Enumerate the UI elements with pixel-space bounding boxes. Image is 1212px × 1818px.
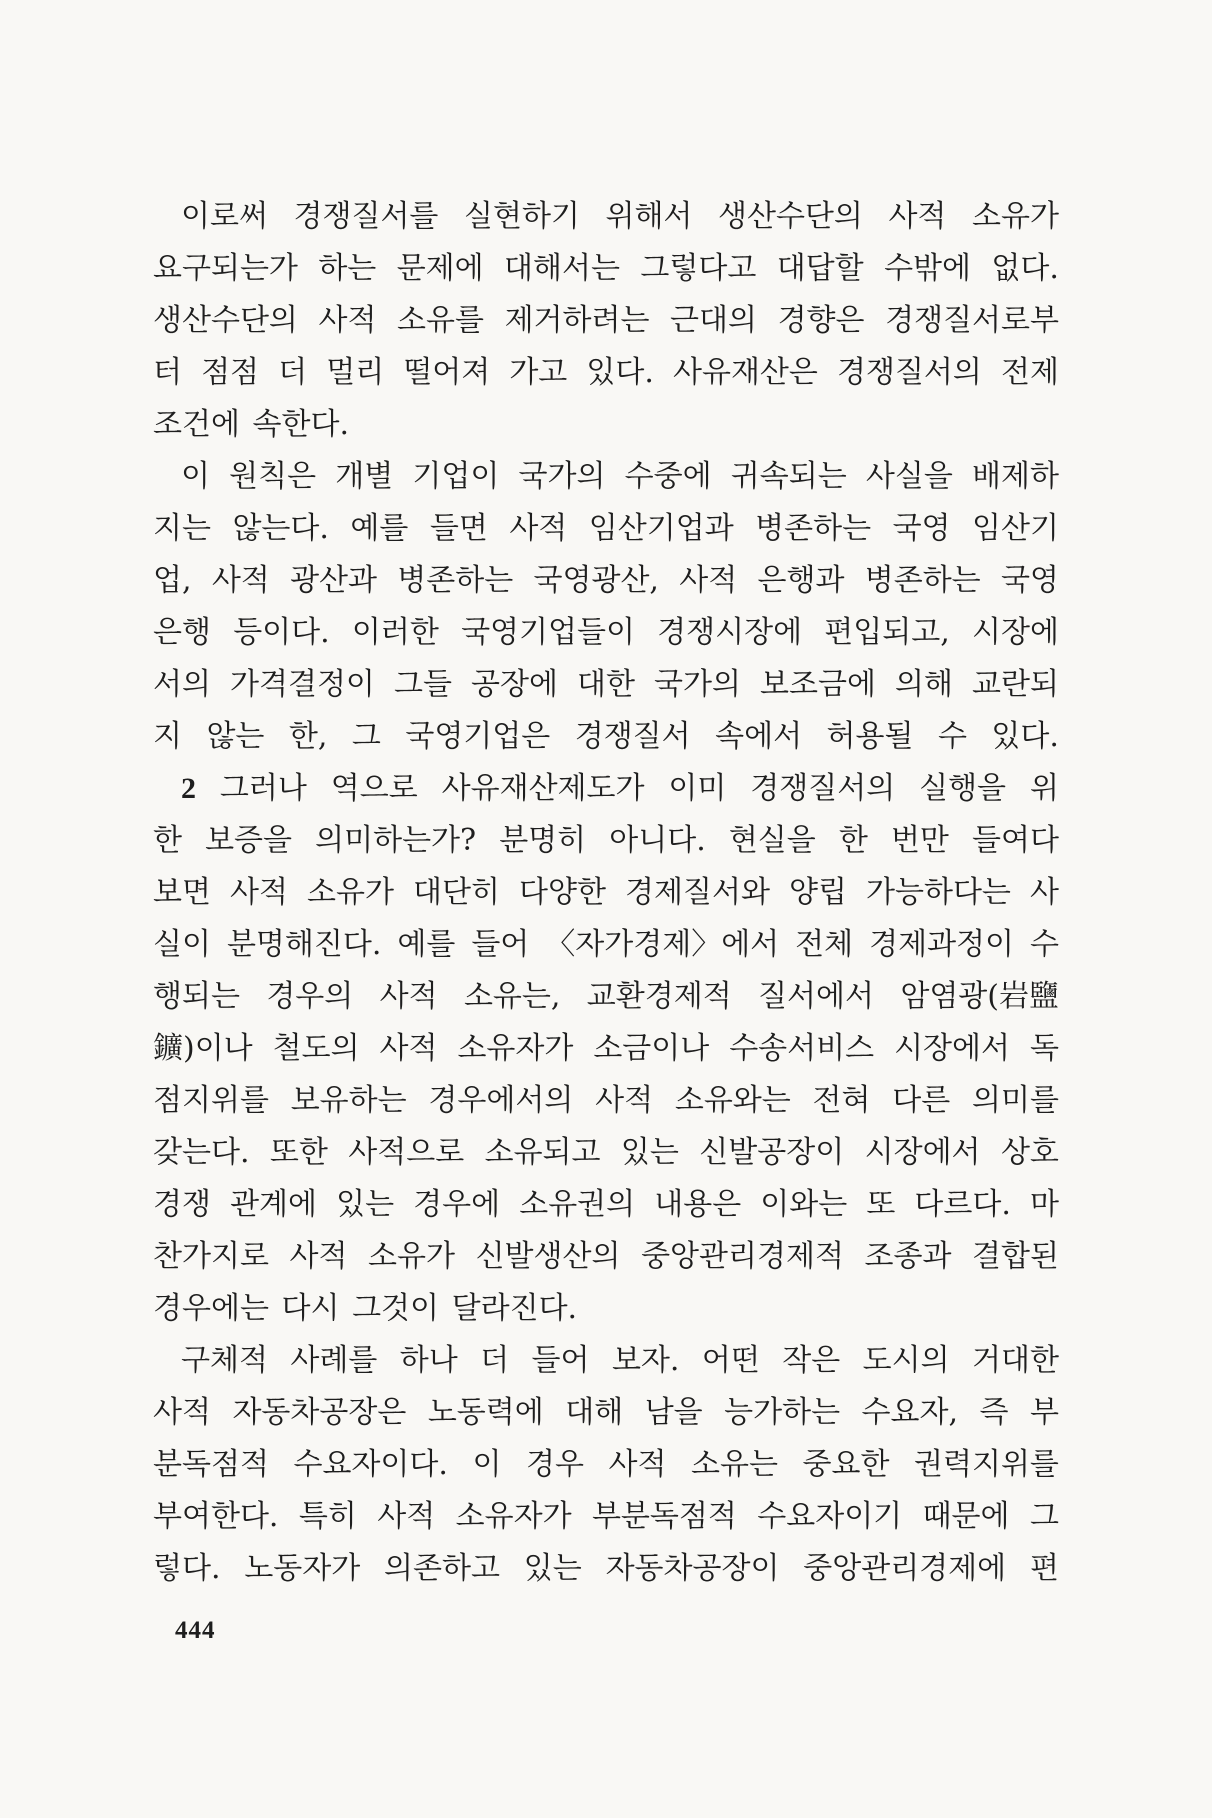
word: 달라진다. [451, 1291, 578, 1326]
word: 소유가 [307, 875, 394, 910]
word: 보증을 [205, 823, 293, 858]
word: 어떤 [701, 1343, 760, 1378]
word: 내용은 [654, 1187, 742, 1222]
word: 경우에서의 [428, 1083, 574, 1118]
word: 또한 [269, 1135, 328, 1170]
word: 암염광(岩鹽 [900, 979, 1059, 1014]
word: 경쟁질서 [574, 719, 691, 754]
word: 귀속되는 [730, 459, 847, 494]
word: 다른 [892, 1083, 951, 1118]
text-line [153, 295, 1059, 347]
word: 가능하다는 [866, 875, 1011, 910]
word: 근대의 [670, 303, 757, 338]
word: 교환경제적 [586, 979, 732, 1014]
word: 독 [1029, 1031, 1059, 1066]
word: 조건에 [153, 407, 240, 442]
word: 기업이 [412, 459, 500, 494]
word: 들여다 [972, 823, 1059, 858]
word: 교란되 [971, 667, 1059, 702]
word: 공장에 [470, 667, 558, 702]
text-line [153, 243, 1059, 295]
word: 자동차공장은 [232, 1395, 407, 1430]
word: 역으로 [330, 771, 418, 806]
word: 경향은 [777, 303, 865, 338]
word: 편 [1029, 1551, 1059, 1586]
word: 사적 [379, 1031, 438, 1066]
text-line [153, 191, 1059, 243]
word: 사례를 [290, 1343, 378, 1378]
text-line [153, 919, 1059, 971]
word: 즉 [979, 1395, 1009, 1430]
text-line [153, 1543, 1059, 1595]
word: 수 [937, 719, 967, 754]
word: 병존하는 [864, 563, 981, 598]
text-line [153, 607, 1059, 659]
word: 경우 [525, 1447, 584, 1482]
word: 위 [1029, 771, 1059, 806]
word: 鑛)이나 [153, 1031, 253, 1066]
word: 신발생산의 [475, 1239, 621, 1274]
text-line [153, 1179, 1059, 1231]
word: 때문에 [922, 1499, 1010, 1534]
word: 전체 [795, 927, 854, 962]
text-line [153, 1491, 1059, 1543]
word: 의미하는가? [315, 823, 477, 858]
word: 결합된 [972, 1239, 1059, 1274]
word: 들어 [471, 927, 530, 962]
word: 허용될 [826, 719, 914, 754]
text-line [153, 1127, 1059, 1179]
word: 수요자, [861, 1395, 959, 1430]
word: 수밖에 [884, 251, 972, 286]
word: 또 [866, 1187, 896, 1222]
word: 신발공장이 [699, 1135, 845, 1170]
word: 떨어져 [403, 355, 491, 390]
word: 은행과 [757, 563, 845, 598]
word: 시장에서 [894, 1031, 1010, 1066]
word: 능가하는 [724, 1395, 841, 1430]
word: 의존하고 [384, 1551, 500, 1586]
word: 없다. [991, 251, 1059, 286]
word: 중앙관리경제에 [803, 1551, 1007, 1586]
word: 사적 [153, 1395, 211, 1430]
word: 대해 [565, 1395, 624, 1430]
word: 들면 [429, 511, 488, 546]
word: 사적 [211, 563, 270, 598]
word: 양립 [788, 875, 847, 910]
text-line [153, 971, 1059, 1023]
word: 수요자이기 [757, 1499, 903, 1534]
word: 시장에서 [864, 1135, 981, 1170]
word: 사적 [318, 303, 377, 338]
word: 병존하는 [397, 563, 514, 598]
word: 보면 [153, 875, 211, 910]
word: 가고 [509, 355, 568, 390]
word: 특히 [298, 1499, 357, 1534]
word: 부여한다. [153, 1499, 279, 1534]
word: 이러한 [351, 615, 439, 650]
word: 시장에 [971, 615, 1059, 650]
word: 제거하려는 [504, 303, 650, 338]
word: 소유가 [971, 199, 1059, 234]
word: 다시 [281, 1291, 340, 1326]
word: 보자. [611, 1343, 680, 1378]
word: 중앙관리경제적 [641, 1239, 844, 1274]
word: 사적 [679, 563, 738, 598]
word: 점점 [201, 355, 260, 390]
word: 편입되고, [824, 615, 950, 650]
word: 그 [1029, 1499, 1059, 1534]
word: 거대한 [972, 1343, 1059, 1378]
word: 보조금에 [760, 667, 876, 702]
text-line [153, 867, 1059, 919]
word: 사적 [595, 1083, 654, 1118]
text-line [153, 763, 1059, 815]
text-line [153, 399, 1059, 451]
word: 예를 [397, 927, 456, 962]
word: 등이다. [233, 615, 330, 650]
word: 사실을 [865, 459, 953, 494]
word: 이미 [668, 771, 727, 806]
word: 대답할 [776, 251, 864, 286]
word: 임산기 [972, 511, 1059, 546]
word: 사적 [509, 511, 568, 546]
word: 찬가지로 [153, 1239, 269, 1274]
word: 경제질서와 [625, 875, 770, 910]
word: 하나 [399, 1343, 458, 1378]
word: 않는 [206, 719, 265, 754]
word: 소유를 [397, 303, 484, 338]
word: 현실을 [728, 823, 816, 858]
word: 소유자가 [457, 1031, 574, 1066]
word: 소유는, [463, 979, 561, 1014]
word: 아니다. [609, 823, 706, 858]
word: 의미를 [972, 1083, 1059, 1118]
word: 소유가 [368, 1239, 455, 1274]
text-line [153, 347, 1059, 399]
word: 중요한 [802, 1447, 890, 1482]
word: 사유재산제도가 [441, 771, 645, 806]
word: 있는 [620, 1135, 679, 1170]
word: 수중에 [624, 459, 712, 494]
text-line [153, 451, 1059, 503]
word: 〈자가경제〉에서 [545, 927, 780, 962]
word: 경제과정이 [869, 927, 1015, 962]
word: 국영광산, [533, 563, 659, 598]
word: 터 [153, 355, 182, 390]
word: 그렇다고 [640, 251, 757, 286]
text-line [153, 1335, 1059, 1387]
word: 경우의 [266, 979, 354, 1014]
word: 사적 [289, 1239, 348, 1274]
text-line [153, 815, 1059, 867]
word: 하는 [318, 251, 377, 286]
word: 렇다. [153, 1551, 221, 1586]
word: 속한다. [252, 407, 350, 442]
word: 노동자가 [244, 1551, 361, 1586]
word: 사적 [377, 1499, 436, 1534]
word: 관계에 [230, 1187, 318, 1222]
word: 전제 [1000, 355, 1059, 390]
word: 그러나 [219, 771, 307, 806]
word: 번만 [890, 823, 949, 858]
word: 업, [153, 563, 192, 598]
word: 원칙은 [229, 459, 317, 494]
word: 사적 [888, 199, 947, 234]
word: 들어 [531, 1343, 590, 1378]
word: 수 [1030, 927, 1059, 962]
text-line [153, 711, 1059, 763]
text-line [153, 1283, 1059, 1335]
word: 국영기업들이 [461, 615, 635, 650]
word: 광산과 [290, 563, 378, 598]
body-text [153, 191, 1059, 1595]
word: 이 [181, 459, 210, 494]
word: 분독점적 [153, 1447, 269, 1482]
word: 한 [153, 823, 182, 858]
word: 경쟁시장에 [657, 615, 803, 650]
word: 경우에는 [153, 1291, 269, 1326]
word: 분명히 [499, 823, 587, 858]
word: 실행을 [919, 771, 1007, 806]
word: 구체적 [181, 1343, 268, 1378]
word: 경쟁질서의 [750, 771, 896, 806]
word: 질서에서 [758, 979, 874, 1014]
text-line [153, 659, 1059, 711]
word: 지는 [153, 511, 211, 546]
word: 마 [1029, 1187, 1059, 1222]
word: 가격결정이 [230, 667, 375, 702]
word: 생산수단의 [717, 199, 863, 234]
word: 그 [351, 719, 381, 754]
word: 소유는 [691, 1447, 778, 1482]
word: 작은 [782, 1343, 841, 1378]
text-line [153, 1023, 1059, 1075]
word: 조종과 [864, 1239, 952, 1274]
word: 소유와는 [674, 1083, 791, 1118]
word: 소금이나 [593, 1031, 710, 1066]
word: 생산수단의 [153, 303, 298, 338]
word: 한, [288, 719, 328, 754]
word: 예를 [350, 511, 409, 546]
text-line [153, 1075, 1059, 1127]
word: 사 [1029, 875, 1059, 910]
word: 서의 [153, 667, 211, 702]
word: 사유재산은 [672, 355, 818, 390]
word: 수송서비스 [729, 1031, 875, 1066]
word: 남을 [644, 1395, 703, 1430]
word: 그것이 [352, 1291, 440, 1326]
word: 경쟁질서로부 [885, 303, 1059, 338]
text-line [153, 1387, 1059, 1439]
word: 배제하 [972, 459, 1059, 494]
word: 대단히 [413, 875, 500, 910]
word: 않는다. [232, 511, 329, 546]
word: 개별 [335, 459, 394, 494]
word: 사적 [608, 1447, 667, 1482]
word: 국가의 [654, 667, 741, 702]
word: 문제에 [396, 251, 484, 286]
text-line [153, 503, 1059, 555]
word: 전혀 [812, 1083, 871, 1118]
word: 국영 [892, 511, 951, 546]
word: 요구되는가 [153, 251, 298, 286]
word: 이와는 [760, 1187, 848, 1222]
word: 행되는 [153, 979, 240, 1014]
text-line [153, 1231, 1059, 1283]
word: 더 [278, 355, 308, 390]
word: 이 [472, 1447, 502, 1482]
text-line [153, 555, 1059, 607]
word: 부분독점적 [591, 1499, 737, 1534]
word: 경쟁 [153, 1187, 211, 1222]
word: 있다. [586, 355, 654, 390]
word: 병존하는 [755, 511, 872, 546]
word: 상호 [1000, 1135, 1059, 1170]
word: 국가의 [518, 459, 606, 494]
word: 소유권의 [519, 1187, 636, 1222]
word: 더 [480, 1343, 510, 1378]
word: 부 [1029, 1395, 1059, 1430]
word: 지 [153, 719, 182, 754]
word: 의해 [894, 667, 953, 702]
word: 실이 [153, 927, 211, 962]
word: 이로써 [181, 199, 268, 234]
word: 노동력에 [427, 1395, 544, 1430]
word: 경우에 [413, 1187, 501, 1222]
word: 위해서 [605, 199, 693, 234]
word: 그들 [393, 667, 452, 702]
word: 다양한 [519, 875, 606, 910]
text-line [153, 1439, 1059, 1491]
word: 갖는다. [153, 1135, 250, 1170]
word: 멀리 [326, 355, 385, 390]
word: 사적으로 [348, 1135, 465, 1170]
paragraph-number: 2 [181, 772, 196, 805]
word: 분명해진다. [226, 927, 382, 962]
word: 권력지위를 [914, 1447, 1059, 1482]
word: 경쟁질서를 [293, 199, 439, 234]
word: 경쟁질서의 [836, 355, 982, 390]
word: 도시의 [862, 1343, 950, 1378]
word: 점지위를 [153, 1083, 269, 1118]
word: 실현하기 [463, 199, 580, 234]
word: 있다. [991, 719, 1059, 754]
word: 있는 [523, 1551, 582, 1586]
word: 다르다. [914, 1187, 1011, 1222]
word: 국영기업은 [405, 719, 551, 754]
word: 대해서는 [504, 251, 620, 286]
word: 임산기업과 [588, 511, 734, 546]
word: 소유자가 [455, 1499, 572, 1534]
word: 은행 [153, 615, 211, 650]
word: 보유하는 [290, 1083, 407, 1118]
word: 수요자이다. [293, 1447, 448, 1482]
word: 소유되고 [484, 1135, 601, 1170]
word: 있는 [336, 1187, 395, 1222]
page-number: 444 [175, 1617, 216, 1644]
word: 대한 [576, 667, 635, 702]
word: 사적 [379, 979, 438, 1014]
word: 사적 [230, 875, 288, 910]
word: 국영 [1000, 563, 1059, 598]
word: 한 [838, 823, 868, 858]
word: 속에서 [715, 719, 803, 754]
word: 자동차공장이 [605, 1551, 780, 1586]
word: 철도의 [272, 1031, 360, 1066]
